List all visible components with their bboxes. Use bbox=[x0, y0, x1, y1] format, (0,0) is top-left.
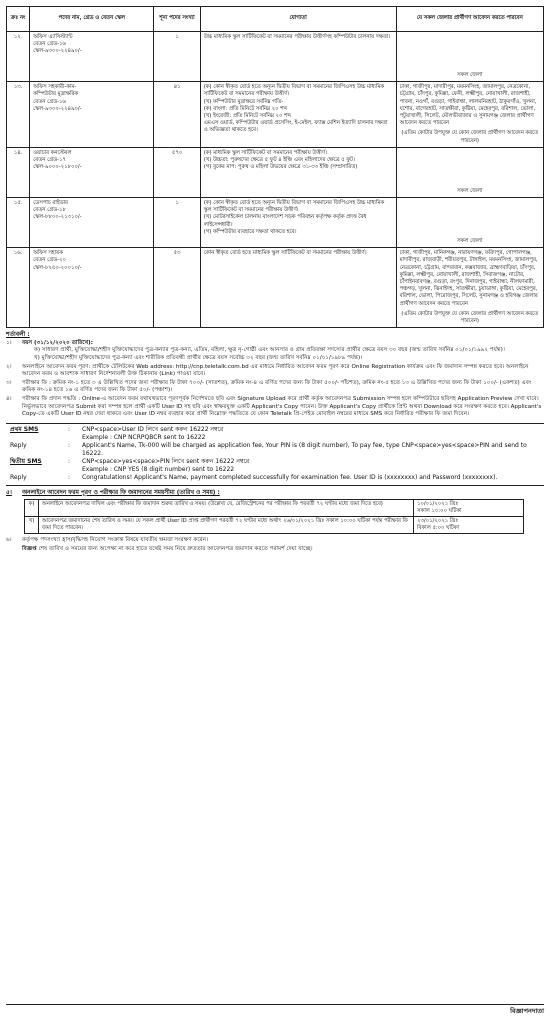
qualification-line: (খ) ইংরেজী: প্রতি মিনিটে সর্বনিম্ন ২০ শব্দ bbox=[203, 113, 291, 120]
schedule-serial: খ) bbox=[25, 517, 39, 534]
schedule-row bbox=[25, 517, 524, 534]
district-line: সকল জেলা bbox=[457, 187, 483, 194]
schedule-number: ৫। bbox=[6, 489, 12, 496]
schedule-date: ২৩/০১/২০২১ খ্রিঃ bbox=[417, 518, 459, 525]
post-line: স্কেল-৯৩০০-২২৪৯০/- bbox=[33, 105, 82, 112]
vacancy-count: ১ bbox=[154, 32, 200, 82]
qualification-line: এমএস ওয়ার্ড, কম্পিউটার ওয়ার্ড প্রসেসিং, ই-মেইল, ফ্যাক্স মেশিন ইত্যাদি চালনার দক্ষতা ও অভিজ্ঞতা থাকতে হবে। bbox=[203, 120, 388, 134]
condition-3-number: ৩। bbox=[6, 379, 12, 386]
post-cell bbox=[30, 32, 154, 82]
header-district: যে সকল জেলার প্রার্থীগণ আবেদন করতে পারবেন bbox=[396, 7, 543, 32]
sms-colon: : bbox=[68, 473, 71, 481]
sms-reply-1-row bbox=[6, 442, 544, 458]
table-row bbox=[7, 82, 544, 148]
district-cell bbox=[396, 147, 543, 197]
condition-6-number: ৬। bbox=[6, 537, 12, 544]
qualification-cell bbox=[200, 248, 396, 328]
sms-reply-2-label: Reply bbox=[10, 473, 27, 481]
post-line: বেতন গ্রেড-১৮ bbox=[33, 207, 66, 214]
condition-4-number: ৪। bbox=[6, 396, 12, 403]
post-line: কম্পিউটার মুদ্রাক্ষরিক bbox=[33, 91, 79, 98]
sms-reply-2: Congratulations! Applicant's Name, payment completed successfully for examination fee. User ID is (xxxxxxxx) and Password (xxxxxxxx). bbox=[82, 473, 498, 481]
post-cell bbox=[30, 82, 154, 148]
table-header-row bbox=[7, 7, 544, 32]
sms-reply-1: Applicant's Name, Tk-000 will be charged as application fee, Your PIN is (8 digit number), To pay fee, type CNP<space>yes<space>PIN and send to 16222. bbox=[82, 441, 527, 457]
post-line: ওয়াচার কনস্টেবল bbox=[33, 149, 72, 156]
vacancy-count: ১ bbox=[154, 198, 200, 248]
condition-2 bbox=[6, 364, 544, 379]
post-line: অফিস সহায়ক bbox=[33, 250, 63, 257]
schedule-description: আবেদনপত্র জমাদানের শেষ তারিখ ও সময়। যে সকল প্রার্থী User ID প্রাপ্ত প্রার্থীগণ পরবর্তী ৭২ ঘণ্টার মধ্যে অর্থাৎ ২৬/০১/২০২১ খ্রিঃ সকাল ১০:০০ ঘটিকা পর্যন্ত পরীক্ষার ফি জমা দিতে পারবেন। bbox=[39, 517, 414, 534]
qualification-line: (খ) কম্পিউটার মুদ্রাক্ষরে সর্বনিম্ন গতি- bbox=[203, 98, 284, 105]
qualification-line: (ক) কোন স্বীকৃত বোর্ড হতে অন্যূন দ্বিতীয় বিভাগ বা সমমানের জিপিএসহ উচ্চ মাধ্যমিক স্কুল সার্টিফিকেট বা সমমানের পরীক্ষায় উত্তীর্ণ। bbox=[203, 200, 385, 214]
sms-second-row bbox=[6, 458, 544, 466]
condition-1-number: ১। bbox=[6, 339, 12, 346]
sms-first-line: CNP<space>User ID লিখে sent করুন 16222 নম্বরে bbox=[82, 425, 224, 433]
schedule-description: অনলাইনে আবেদনপত্র দাখিল এবং পরীক্ষার ফি জমাদান শুরুর তারিখ ও সময়। (উল্লেখ্য যে, রেজিস্ট্রেশনের পর পরীক্ষার ফি পরবর্তী ৭২ ঘণ্টার মধ্যে জমা দিতে হবে) bbox=[39, 500, 414, 517]
footer-rule bbox=[6, 1004, 544, 1005]
note-row bbox=[6, 546, 544, 554]
qualification-line: উচ্চ মাধ্যমিক স্কুল সার্টিফিকেট বা সমমানের পরীক্ষায় উত্তীর্ণসহ কম্পিউটার চালনায় দক্ষতা। bbox=[203, 34, 391, 40]
schedule-time: বিকাল ৫:০০ ঘটিকা bbox=[417, 525, 460, 532]
job-rows bbox=[7, 32, 544, 328]
vacancy-count: ৫৭০ bbox=[154, 147, 200, 197]
qualification-line: (খ) উচ্চতা: পুরুষদের ক্ষেত্রে ৫ ফুট ৪ ইঞ্চি এবং মহিলাদের ক্ষেত্রে ৫ ফুট। bbox=[203, 157, 355, 164]
condition-1-heading: বয়স (৩১/১২/২০২০ তারিখে): bbox=[22, 339, 93, 346]
sms-first-label: প্রথম SMS bbox=[10, 425, 39, 433]
sms-first-example: Example : CNP NCRPQBCR sent to 16222 bbox=[82, 433, 206, 441]
post-line: স্কেল-৮২৫০-২০০১০/- bbox=[33, 264, 82, 271]
sms-second-example: Example : CNP YES (8 digit number) sent to 16222 bbox=[82, 465, 235, 473]
post-line: বেতন গ্রেড-২০ bbox=[33, 257, 66, 264]
qualification-line: (ক) বাংলা: প্রতি মিনিটে সর্বনিম্ন ২০ শব্দ bbox=[203, 105, 288, 112]
condition-2-text: অনলাইনে আবেদন ফরম পূরণ: প্রার্থীকে টেলিটকের Web address: http://cnp.teletalk.com.bd এর মাধ্যমে নির্ধারিত আবেদন ফরম পূরণ করে Online Registration কার্যক্রম এবং ফি জমাদান সম্পন্ন করতে হবে। অনলাইনে আবেদন ফরম ও আবশ্যক সাধারণ নির্দেশনাবলী উক্ত ঠিকানায় (Link) পাওয়া যাবে। bbox=[22, 363, 529, 378]
post-line: বেতন গ্রেড-১৬ bbox=[33, 98, 66, 105]
note-label: বিজ্ঞপ্ত bbox=[22, 545, 37, 552]
qualification-cell bbox=[200, 147, 396, 197]
post-line: স্কেল-৮৮০০-২১৩১০/- bbox=[33, 214, 82, 221]
district-cell bbox=[396, 32, 543, 82]
district-cell bbox=[396, 198, 543, 248]
district-line: সকল জেলা bbox=[457, 72, 483, 78]
condition-3-text: পরীক্ষার ফি : ক্রমিক নং-১ হতে ৩ এ উল্লিখিত পদের জন্য পরীক্ষার ফি টাকা ৭০০/- (সাতশত), ক্রমিক নং-৪ এ বর্ণিত পদের জন্য ফি টাকা ৫০০/- পাঁচশত), ক্রমিক নং-৫ হতে ১৩ এ উল্লিখিত পদের জন্য ফি টাকা ১০০/- (একশত) এবং ক্রমিক নং-১৪ হতে ১৬ এ বর্ণিত পদের জন্য ফি টাকা ৫০/- (পঞ্চাশ)। bbox=[22, 379, 532, 394]
schedule-date: ১০/০১/২০২১ খ্রিঃ bbox=[417, 501, 459, 508]
job-table bbox=[6, 6, 544, 328]
sms-colon: : bbox=[68, 425, 71, 433]
schedule-title-row bbox=[6, 490, 544, 498]
post-line: স্কেল-৯৩০০-২২৪৯০/- bbox=[33, 48, 82, 55]
sms-first-example-row bbox=[6, 434, 544, 442]
post-line: স্কেল-৯০০০-২১৮০০/- bbox=[33, 164, 82, 171]
schedule-serial: ক) bbox=[25, 500, 39, 517]
table-row bbox=[7, 147, 544, 197]
qualification-line: (ক) কোন স্বীকৃত বোর্ড হতে অন্যূন দ্বিতীয় বিভাগ বা সমমানের জিপিএসহ উচ্চ মাধ্যমিক সার্টিফিকেট বা সমমানের পরীক্ষায় উত্তীর্ণ। bbox=[203, 84, 385, 98]
schedule-table bbox=[24, 499, 524, 534]
qualification-line: (গ) কম্পিউটার ব্যবহারে দক্ষতা থাকতে হবে। bbox=[203, 228, 297, 235]
schedule-row bbox=[25, 500, 524, 517]
table-row bbox=[7, 32, 544, 82]
district-line: ঢাকা, গাজীপুর, মানিকগঞ্জ, নারায়ণগঞ্জ, ফরিদপুর, গোপালগঞ্জ, মাদারীপুর, রাজবাড়ী, শরীয়তপুর, টাঙ্গাইল, ময়মনসিংহ, জামালপুর, নেত্রকোনা, চট্টগ্রাম, বান্দরবান, কক্সবাজার, ব্রাহ্মণবাড়িয়া, চাঁদপুর, কুমিল্লা, লক্ষ্মীপুর, নোয়াখালী, রাজশাহী, সিরাজগঞ্জ, নাটোর, চাঁপাইনবাবগঞ্জ, বগুড়া, রংপুর, দিনাজপুর, গাইবান্ধা, নীলফামারী, পঞ্চগড়, খুলনা, ঝিনাইদহ, সাতক্ষীরা, চুয়াডাঙ্গা, কুষ্টিয়া, মেহেরপুর, বরিশাল, ভোলা, পিরোজপুর, সিলেট, সুনামগঞ্জ ও হবিগঞ্জ জেলার প্রার্থীগণ আবেদন করতে পারবেন bbox=[399, 250, 538, 307]
signature: বিজ্ঞাপনদাতা bbox=[510, 1007, 544, 1015]
header-vacancy: শূন্য পদের সংখ্যা bbox=[154, 7, 200, 32]
sms-colon: : bbox=[68, 441, 71, 449]
terms-section bbox=[6, 331, 544, 553]
district-line: ঢাকা, গাজীপুর, মাদারীপুর, ময়মনসিংহ, জামালপুর, নেত্রকোনা, চট্টগ্রাম, চাঁদপুর, কুমিল্লা, ফেনী, লক্ষ্মীপুর, নোয়াখালী, রাজশাহী, পাবনা, নওগাঁ, বগুড়া, গাইবান্ধা, লালমনিরহাট, ঠাকুরগাঁও, খুলনা, যশোর, বাগেরহাট, সাতক্ষীরা, কুষ্টিয়া, মেহেরপুর, বরিশাল, ভোলা, পটুয়াখালী, সিলেট, মৌলভীবাজার ও সুনামগঞ্জ জেলার প্রার্থীগণ আবেদন করতে পারবেন bbox=[399, 84, 537, 127]
sms-second-example-row bbox=[6, 466, 544, 474]
row-serial: ১২. bbox=[7, 32, 30, 82]
qualification-cell bbox=[200, 32, 396, 82]
condition-2-number: ২। bbox=[6, 363, 12, 370]
row-serial: ১৩. bbox=[7, 82, 30, 148]
note-text: শেষ তারিখ ও সময়ের জন্য অপেক্ষা না করে হাতে যথেষ্ট সময় নিয়ে দ্রুততার আবেদনপত্র জমাদান করতে পরামর্শ দেয়া যাচ্ছে। bbox=[38, 545, 313, 552]
schedule-date-cell bbox=[414, 517, 524, 534]
header-serial: ক্রঃ নং bbox=[7, 7, 30, 32]
district-cell bbox=[396, 82, 543, 148]
post-line: ডেসপাচ রাইডার bbox=[33, 200, 68, 207]
sms-reply-2-row bbox=[6, 474, 544, 482]
schedule-date-cell bbox=[414, 500, 524, 517]
post-line: অফিস সহকারী-কাম- bbox=[33, 84, 77, 91]
condition-6 bbox=[6, 537, 544, 545]
row-serial: ১৫. bbox=[7, 198, 30, 248]
vacancy-count: ৪১ bbox=[154, 82, 200, 148]
schedule-title: অনলাইনে আবেদন ফরম পূরণ ও পরীক্ষার ফি জমাদানের সময়সীমা (তারিখ ও সময়) : bbox=[22, 489, 220, 496]
post-line: বেতন গ্রেড-১৬ bbox=[33, 41, 66, 48]
condition-3 bbox=[6, 380, 544, 395]
condition-4 bbox=[6, 396, 544, 419]
table-row bbox=[7, 248, 544, 328]
district-cell bbox=[396, 248, 543, 328]
table-row bbox=[7, 198, 544, 248]
qualification-cell bbox=[200, 198, 396, 248]
qualification-line: (খ) মোটরসাইকেল চালনায় বাংলাদেশ সড়ক পরিবহন কর্তৃপক্ষ কর্তৃক প্রদত্ত বৈধ লাইসেন্সধারী। bbox=[203, 214, 367, 228]
notice-page bbox=[6, 6, 544, 554]
row-serial: ১৪. bbox=[7, 147, 30, 197]
header-qualification: যোগ্যতা bbox=[200, 7, 396, 32]
qualification-line: (ক) মাধ্যমিক স্কুল সার্টিফিকেট বা সমমানের পরীক্ষায় উত্তীর্ণ। bbox=[203, 149, 327, 156]
sms-reply-1-label: Reply bbox=[10, 441, 27, 449]
post-cell bbox=[30, 248, 154, 328]
terms-title: শর্তাবলী : bbox=[6, 331, 30, 339]
sms-second-label: দ্বিতীয় SMS bbox=[10, 457, 42, 465]
post-cell bbox=[30, 198, 154, 248]
condition-4-text: পরীক্ষার ফি প্রদান পদ্ধতি : Online-এ আবেদন ফরম যথাযথভাবে পূরণপূর্বক নির্দেশমতে ছবি এবং Signature Upload করে প্রার্থী কর্তৃক আবেদনপত্র Submission সম্পন্ন হলে কম্পিউটারে ছবিসহ Application Preview দেখা যাবে। নির্ভুলভাবে আবেদনপত্র Submit করা সম্পন্ন হলে প্রার্থী একটি User ID সহ ছবি এবং স্বাক্ষরযুক্ত একটি Applicant's Copy পাবেন। উক্ত Applicant's Copy প্রার্থীকে প্রিন্ট অথবা Download করে সংরক্ষণ করতে হবে। Applicant's Copy-তে একটি User ID নম্বর দেয়া থাকবে এবং User ID নম্বর ব্যবহার করে প্রার্থী নিম্নোক্ত পদ্ধতিতে যে কোন Teletalk প্রি-পেইড মোবাইল নম্বরের মাধ্যমে SMS করে নির্ধারিত পরীক্ষার ফি জমা দিবেন। bbox=[22, 396, 542, 418]
sms-colon: : bbox=[68, 457, 71, 465]
condition-6-text: কর্তৃপক্ষ পদসংখ্যা হ্রাস/বৃদ্ধিসহ নিয়োগ সংক্রান্ত বিষয়ে যাবতীয় ক্ষমতা সংরক্ষণ করেন। bbox=[22, 537, 208, 544]
sms-second-line: CNP<space>yes<space>PIN লিখে sent করুন 16222 নম্বরে bbox=[82, 457, 250, 465]
sms-first-row bbox=[6, 426, 544, 434]
post-line: অফিস এ্যাসিস্ট্যান্ট bbox=[33, 34, 73, 40]
post-cell bbox=[30, 147, 154, 197]
qualification-line: (গ) বুকের মাপ: পুরুষ ও মহিলা উভয়ের ক্ষেত্রে ৩১-৩৩ ইঞ্চি (সম্প্রসারিত) bbox=[203, 164, 358, 171]
header-post: পদের নাম, গ্রেড ও বেতন স্কেল bbox=[30, 7, 154, 32]
qualification-line: কোন স্বীকৃত বোর্ড হতে মাধ্যমিক স্কুল সার্টিফিকেট বা সমমানের পরীক্ষায় উত্তীর্ণ। bbox=[203, 250, 367, 257]
condition-1-a: ক) সাধারণ প্রার্থী, মুক্তিযোদ্ধা/শহীদ মুক্তিযোদ্ধাদের পুত্র-কন্যার পুত্র-কন্যা, এতিম, মহিলা, ক্ষুদ্র নৃ-গোষ্ঠী এবং আনসার ও গ্রাম প্রতিরক্ষা সদস্যের প্রার্থীর ক্ষেত্রে বয়স ৩০ বছর (জন্ম তারিখ সর্বনিম্ন ০১/০১/১৯৯২ পর্যন্ত)। bbox=[34, 347, 505, 354]
row-serial: ১৬. bbox=[7, 248, 30, 328]
sms-instructions bbox=[6, 423, 544, 486]
district-line: (এতিম কোটার উপযুক্ত যে কোন জেলার প্রার্থীগণ আবেদন করতে পারবেন) bbox=[401, 130, 539, 144]
district-line: সকল জেলা bbox=[457, 238, 483, 245]
post-line: বেতন গ্রেড-১৭ bbox=[33, 157, 66, 164]
district-line: (এতিম কোটার উপযুক্ত যে কোন জেলার প্রার্থীগণ আবেদন করতে পারবেন) bbox=[401, 310, 539, 325]
condition-1-b: খ) মুক্তিযোদ্ধা/শহীদ মুক্তিযোদ্ধাদের পুত্র-কন্যা এবং শারীরিক প্রতিবন্ধী প্রার্থীর ক্ষেত্রে বয়স সর্বোচ্চ ৩২ বছর (জন্ম তারিখ সর্বনিম্ন ০১/০১/১৯৮৯ পর্যন্ত)। bbox=[34, 355, 363, 362]
vacancy-count: ৫৩ bbox=[154, 248, 200, 328]
schedule-time: সকাল ১০:০০ ঘটিকা bbox=[417, 508, 462, 515]
qualification-cell bbox=[200, 82, 396, 148]
